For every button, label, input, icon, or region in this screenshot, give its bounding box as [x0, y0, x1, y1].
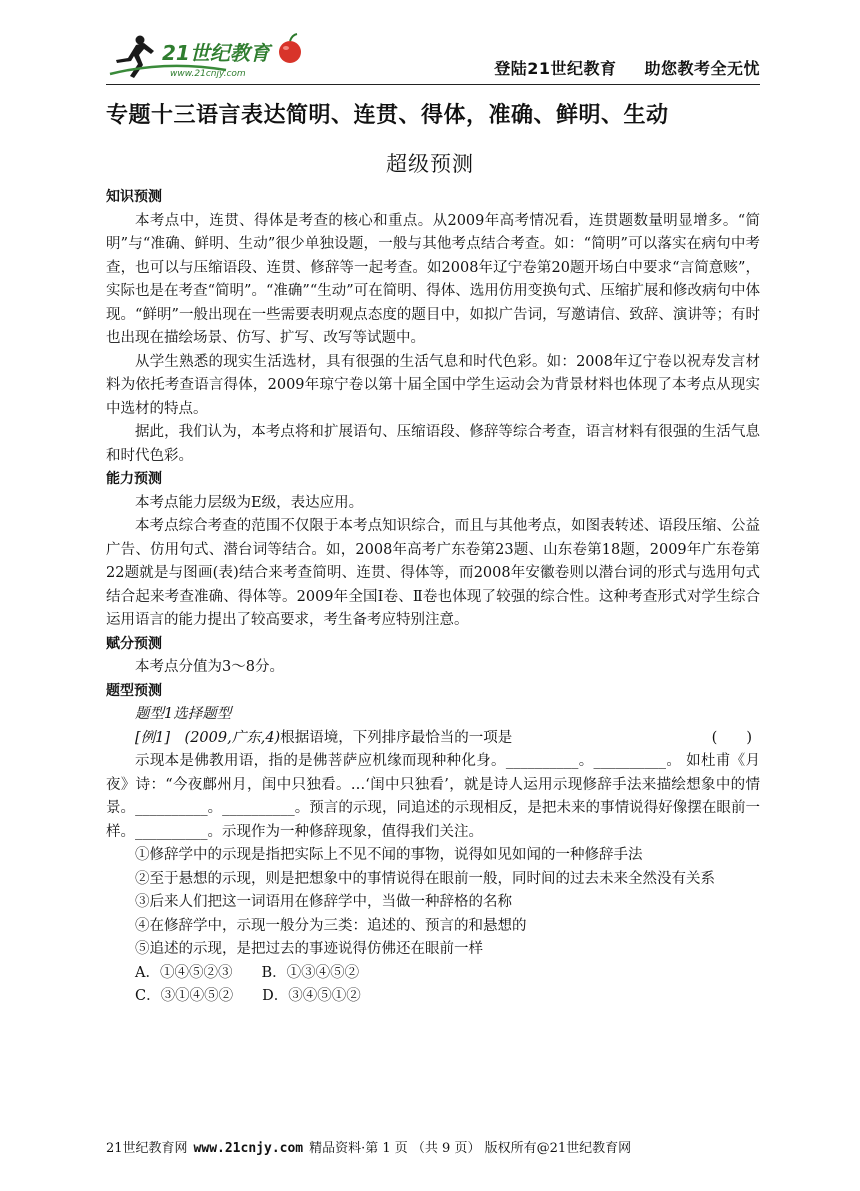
- question-type-label: 题型1选择题型: [135, 706, 232, 722]
- site-logo: [106, 30, 306, 82]
- footer-right: 精品资料·第 1 页 （共 9 页） 版权所有@21世纪教育网: [309, 1141, 632, 1156]
- example-source: (2009,广东,4): [184, 729, 281, 746]
- ability-paragraph-1: 本考点能力层级为E级，表达应用。: [135, 494, 364, 511]
- header-slogan: [494, 56, 760, 79]
- example-passage: 示现本是佛教用语，指的是佛菩萨应机缘而现种种化身。__________。__________。 如杜甫《月夜》诗：“今夜鄜州月，闺中只独看。…‘闺中只独看’，就是诗人运用示现修辞手法来描绘想象中的情景。__________。__________。预言的示现，同追述的示现相反，是把未来的事情说得好像摆在眼前一样。__________。示现作为一种修辞现象，值得我们关注。: [106, 753, 760, 840]
- section-heading-types: 题型预测: [106, 682, 162, 699]
- page-footer: [106, 1137, 760, 1156]
- footer-site-link[interactable]: www.21cnjy.com: [193, 1141, 304, 1156]
- answer-options-row-1: A．①④⑤②③ B．①③④⑤②: [135, 964, 360, 981]
- page-header: [106, 28, 760, 84]
- list-item: ②至于悬想的示现，则是把想象中的事情说得在眼前一般，同时间的过去未来全然没有关系: [135, 870, 715, 887]
- list-item: ④在修辞学中，示现一般分为三类：追述的、预言的和悬想的: [135, 917, 527, 934]
- header-divider: [106, 84, 760, 85]
- example-label: [例1]: [135, 729, 171, 746]
- knowledge-paragraph-3: 据此，我们认为，本考点将和扩展语句、压缩语段、修辞等综合考查，语言材料有很强的生活气息和时代色彩。: [106, 424, 760, 464]
- logo-text: 21世纪教育: [162, 41, 270, 65]
- answer-options-row-2: C．③①④⑤② D．③④⑤①②: [135, 988, 361, 1004]
- example-question: [106, 727, 760, 751]
- list-item: ③后来人们把这一词语用在修辞学中，当做一种辞格的名称: [135, 894, 512, 910]
- section-heading-knowledge: 知识预测: [106, 189, 162, 205]
- answer-blank: ( ): [711, 729, 752, 746]
- footer-left: 21世纪教育网: [106, 1141, 188, 1156]
- list-item: ①修辞学中的示现是指把实际上不见不闻的事物，说得如见如闻的一种修辞手法: [135, 847, 643, 863]
- score-paragraph-1: 本考点分值为3～8分。: [135, 659, 284, 675]
- document-body: [106, 186, 760, 1009]
- list-item: ⑤追述的示现，是把过去的事迹说得仿佛还在眼前一样: [135, 941, 483, 957]
- page-subtitle: 超级预测: [386, 152, 474, 176]
- slogan-left: 登陆21世纪教育: [494, 59, 617, 78]
- section-heading-ability: 能力预测: [106, 471, 162, 487]
- knowledge-paragraph-2: 从学生熟悉的现实生活选材，具有很强的生活气息和时代色彩。如：2008年辽宁卷以祝寿发言材料为依托考查语言得体，2009年琼宁卷以第十届全国中学生运动会为背景材料也体现了本考点从现实中选材的特点。: [106, 353, 760, 417]
- section-heading-score: 赋分预测: [106, 635, 162, 652]
- example-question-text: 根据语境，下列排序最恰当的一项是: [280, 729, 513, 746]
- apple-icon: [279, 34, 301, 63]
- slogan-right: 助您教考全无忧: [644, 59, 760, 78]
- knowledge-paragraph-1: 本考点中，连贯、得体是考查的核心和重点。从2009年高考情况看，连贯题数量明显增多。“简明”与“准确、鲜明、生动”很少单独设题，一般与其他考点结合考查。如：“简明”可以落实在病句中考查，也可以与压缩语段、连贯、修辞等一起考查。如2008年辽宁卷第20题开场白中要求“言简意赅”，实际也是在考查“简明”。“准确”“生动”可在简明、得体、选用仿用变换句式、压缩扩展和修改病句中体现。“鲜明”一般出现在一些需要表明观点态度的题目中，如拟广告词，写邀请信、致辞、演讲等；有时也出现在描绘场景、仿写、扩写、改写等试题中。: [106, 212, 760, 346]
- logo-url: www.21cnjy.com: [170, 69, 246, 79]
- page-title: 专题十三语言表达简明、连贯、得体，准确、鲜明、生动: [106, 103, 669, 128]
- ability-paragraph-2: 本考点综合考查的范围不仅限于本考点知识综合，而且与其他考点，如图表转述、语段压缩、公益广告、仿用句式、潜台词等结合。如，2008年高考广东卷第23题、山东卷第18题，2009年广东卷第22题就是与图画(表)结合来考查简明、连贯、得体等，而2008年安徽卷则以潜台词的形式与选用句式结合起来考查准确、得体等。2009年全国Ⅰ卷、Ⅱ卷也体现了较强的综合性。这种考查形式对学生综合运用语言的能力提出了较高要求，考生备考应特别注意。: [106, 518, 760, 628]
